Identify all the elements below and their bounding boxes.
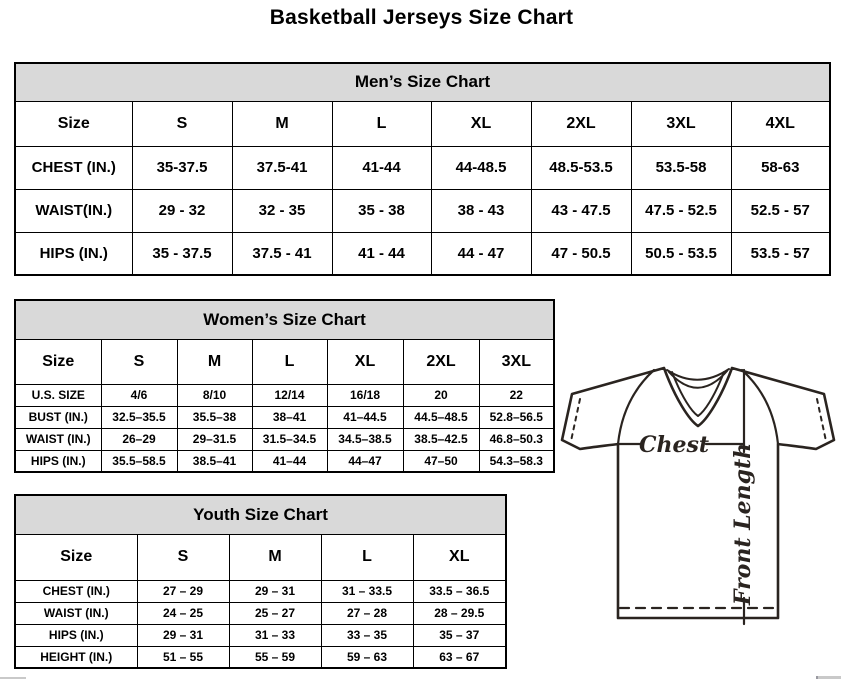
row-label: HIPS (IN.) <box>15 232 132 275</box>
size-value: 38.5–42.5 <box>403 428 479 450</box>
front-length-label: Front Length <box>730 442 756 606</box>
size-value: 35.5–58.5 <box>101 450 177 472</box>
row-label: WAIST(IN.) <box>15 189 132 232</box>
size-value: 46.8–50.3 <box>479 428 554 450</box>
size-value: 50.5 - 53.5 <box>631 232 731 275</box>
size-value: 38–41 <box>252 406 327 428</box>
womens-chart-title: Women’s Size Chart <box>15 300 554 339</box>
column-header: XL <box>327 339 403 384</box>
table-row <box>15 646 506 668</box>
table-row <box>15 406 554 428</box>
column-header: S <box>132 101 232 146</box>
column-header: S <box>101 339 177 384</box>
size-value: 47.5 - 52.5 <box>631 189 731 232</box>
size-value: 35 - 37.5 <box>132 232 232 275</box>
size-value: 29 - 32 <box>132 189 232 232</box>
column-header: Size <box>15 101 132 146</box>
size-value: 38.5–41 <box>177 450 252 472</box>
column-header: M <box>232 101 332 146</box>
size-value: 47–50 <box>403 450 479 472</box>
size-value: 29 – 31 <box>229 580 321 602</box>
size-value: 32.5–35.5 <box>101 406 177 428</box>
row-label: HEIGHT (IN.) <box>15 646 137 668</box>
mens-chart-title: Men’s Size Chart <box>15 63 830 101</box>
size-value: 58-63 <box>731 146 830 189</box>
size-value: 48.5-53.5 <box>531 146 631 189</box>
size-value: 43 - 47.5 <box>531 189 631 232</box>
size-value: 38 - 43 <box>431 189 531 232</box>
size-value: 29–31.5 <box>177 428 252 450</box>
table-row <box>15 450 554 472</box>
jersey-measurement-diagram <box>556 356 843 658</box>
row-label: BUST (IN.) <box>15 406 101 428</box>
size-value: 44.5–48.5 <box>403 406 479 428</box>
table-row <box>15 624 506 646</box>
row-label: WAIST (IN.) <box>15 428 101 450</box>
size-value: 8/10 <box>177 384 252 406</box>
table-row <box>15 189 830 232</box>
size-value: 28 – 29.5 <box>413 602 506 624</box>
table-row <box>15 146 830 189</box>
table-row <box>15 580 506 602</box>
column-header: M <box>177 339 252 384</box>
row-label: WAIST (IN.) <box>15 602 137 624</box>
youth-size-table <box>14 494 507 669</box>
size-value: 35 – 37 <box>413 624 506 646</box>
size-value: 51 – 55 <box>137 646 229 668</box>
size-value: 33 – 35 <box>321 624 413 646</box>
size-value: 44–47 <box>327 450 403 472</box>
column-header: 2XL <box>531 101 631 146</box>
size-value: 20 <box>403 384 479 406</box>
row-label: HIPS (IN.) <box>15 450 101 472</box>
size-value: 41-44 <box>332 146 431 189</box>
size-value: 44-48.5 <box>431 146 531 189</box>
size-value: 32 - 35 <box>232 189 332 232</box>
size-value: 31.5–34.5 <box>252 428 327 450</box>
size-value: 53.5 - 57 <box>731 232 830 275</box>
column-header: Size <box>15 339 101 384</box>
column-header: L <box>321 534 413 580</box>
column-header: 3XL <box>479 339 554 384</box>
size-value: 27 – 29 <box>137 580 229 602</box>
table-row <box>15 428 554 450</box>
size-value: 12/14 <box>252 384 327 406</box>
column-header: L <box>252 339 327 384</box>
size-value: 52.8–56.5 <box>479 406 554 428</box>
jersey-diagram-icon <box>556 356 843 658</box>
chest-label: Chest <box>638 432 710 458</box>
table-row <box>15 384 554 406</box>
size-value: 63 – 67 <box>413 646 506 668</box>
table-row <box>15 232 830 275</box>
size-value: 35-37.5 <box>132 146 232 189</box>
size-value: 4/6 <box>101 384 177 406</box>
size-value: 41 - 44 <box>332 232 431 275</box>
size-value: 47 - 50.5 <box>531 232 631 275</box>
column-header: 4XL <box>731 101 830 146</box>
size-value: 41–44.5 <box>327 406 403 428</box>
row-label: CHEST (IN.) <box>15 580 137 602</box>
row-label: CHEST (IN.) <box>15 146 132 189</box>
size-value: 44 - 47 <box>431 232 531 275</box>
size-value: 52.5 - 57 <box>731 189 830 232</box>
size-value: 33.5 – 36.5 <box>413 580 506 602</box>
size-value: 29 – 31 <box>137 624 229 646</box>
size-value: 59 – 63 <box>321 646 413 668</box>
size-value: 22 <box>479 384 554 406</box>
column-header: 2XL <box>403 339 479 384</box>
size-value: 54.3–58.3 <box>479 450 554 472</box>
size-value: 16/18 <box>327 384 403 406</box>
size-value: 31 – 33.5 <box>321 580 413 602</box>
page-title: Basketball Jerseys Size Chart <box>269 6 574 29</box>
size-value: 27 – 28 <box>321 602 413 624</box>
size-value: 34.5–38.5 <box>327 428 403 450</box>
size-value: 35 - 38 <box>332 189 431 232</box>
column-header: S <box>137 534 229 580</box>
size-value: 31 – 33 <box>229 624 321 646</box>
row-label: HIPS (IN.) <box>15 624 137 646</box>
size-value: 53.5-58 <box>631 146 731 189</box>
size-value: 26–29 <box>101 428 177 450</box>
size-value: 25 – 27 <box>229 602 321 624</box>
column-header: XL <box>413 534 506 580</box>
column-header: XL <box>431 101 531 146</box>
row-label: U.S. SIZE <box>15 384 101 406</box>
size-value: 24 – 25 <box>137 602 229 624</box>
womens-size-table <box>14 299 555 473</box>
column-header: Size <box>15 534 137 580</box>
size-value: 41–44 <box>252 450 327 472</box>
youth-chart-title: Youth Size Chart <box>15 495 506 534</box>
column-header: 3XL <box>631 101 731 146</box>
size-value: 55 – 59 <box>229 646 321 668</box>
column-header: L <box>332 101 431 146</box>
size-value: 35.5–38 <box>177 406 252 428</box>
size-value: 37.5-41 <box>232 146 332 189</box>
column-header: M <box>229 534 321 580</box>
mens-size-table <box>14 62 831 276</box>
size-value: 37.5 - 41 <box>232 232 332 275</box>
table-row <box>15 602 506 624</box>
